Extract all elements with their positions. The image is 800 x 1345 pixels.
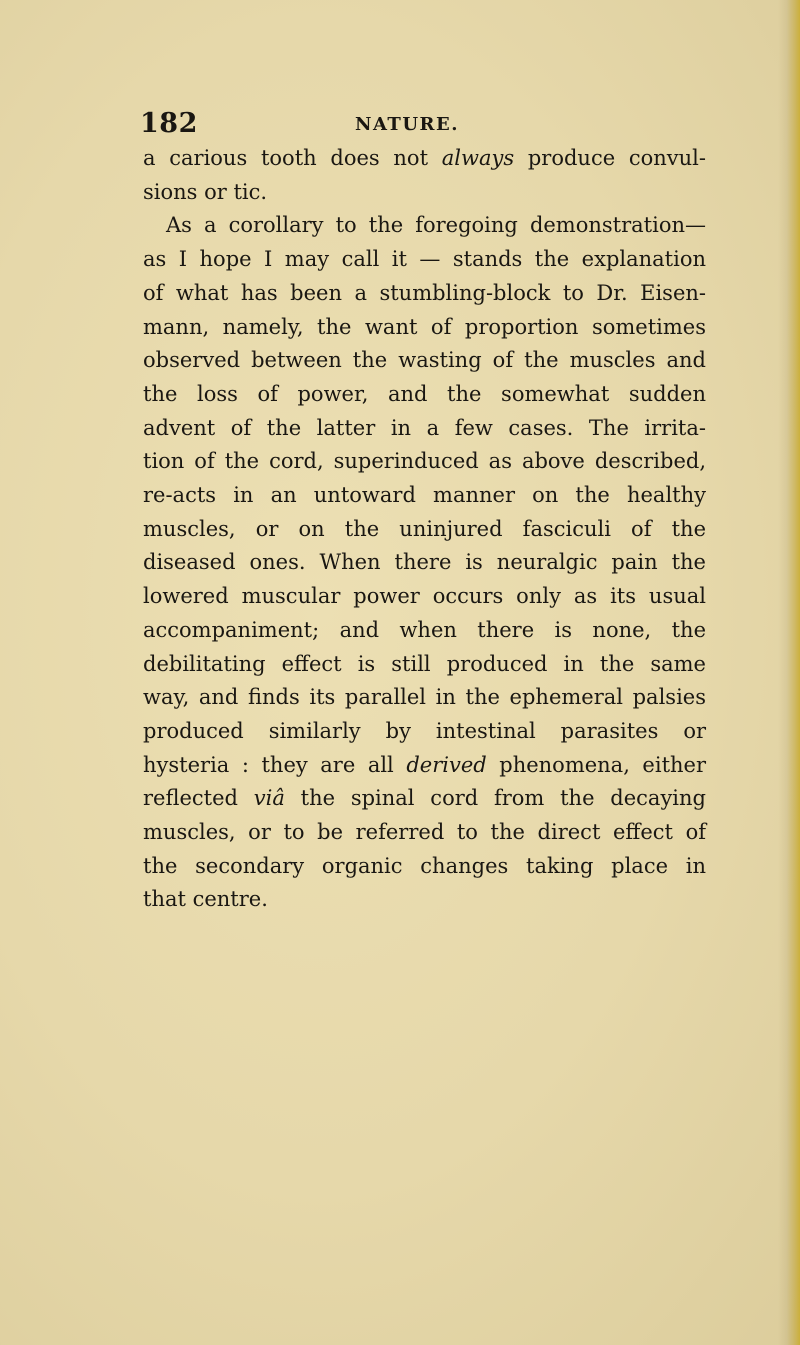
text-line: that centre. — [143, 887, 268, 912]
text-line: reflected viâ the spinal cord from the decaying — [143, 786, 706, 811]
text-line: tion of the cord, superinduced as above described, — [143, 449, 706, 474]
text-line: re-acts in an untoward manner on the healthy — [143, 483, 706, 508]
text-line: of what has been a stumbling-block to Dr. Eisen- — [143, 280, 706, 305]
emphasis: always — [441, 146, 515, 170]
text-line: advent of the latter in a few cases. The irrita- — [143, 415, 706, 440]
emphasis: derived — [406, 752, 487, 777]
running-head: NATURE. — [355, 114, 459, 135]
text-line: muscles, or to be referred to the direct effect of — [143, 820, 706, 845]
text-line: as I hope I may call it — stands the explanation — [143, 247, 706, 272]
text-line: produced similarly by intestinal parasites or — [143, 718, 706, 743]
page-edge-shadow — [778, 0, 800, 1345]
text-line: the loss of power, and the somewhat sudden — [143, 381, 706, 406]
text-line: observed between the wasting of the muscles and — [143, 348, 706, 373]
emphasis: viâ — [253, 786, 285, 811]
body-text — [143, 142, 706, 917]
text-line: sions or tic. — [143, 179, 268, 204]
page-header — [140, 108, 670, 140]
text-line: muscles, or on the uninjured fasciculi of the — [143, 516, 706, 541]
text-line: mann, namely, the want of proportion sometimes — [143, 314, 706, 339]
text-line: the secondary organic changes taking place in — [143, 853, 706, 878]
text-line: accompaniment; and when there is none, the — [143, 617, 706, 642]
text-line: diseased ones. When there is neuralgic pain the — [143, 550, 706, 575]
page-number: 182 — [140, 108, 198, 139]
text-line: hysteria : they are all derived phenomena, either — [143, 752, 706, 777]
text-line: debilitating effect is still produced in the same — [143, 651, 706, 676]
text-line: a carious tooth does not always produce convul- — [143, 146, 706, 170]
text-line: way, and finds its parallel in the ephemeral palsies — [143, 685, 706, 710]
text-line: As a corollary to the foregoing demonstration— — [166, 213, 706, 238]
text-line: lowered muscular power occurs only as its usual — [143, 584, 706, 609]
